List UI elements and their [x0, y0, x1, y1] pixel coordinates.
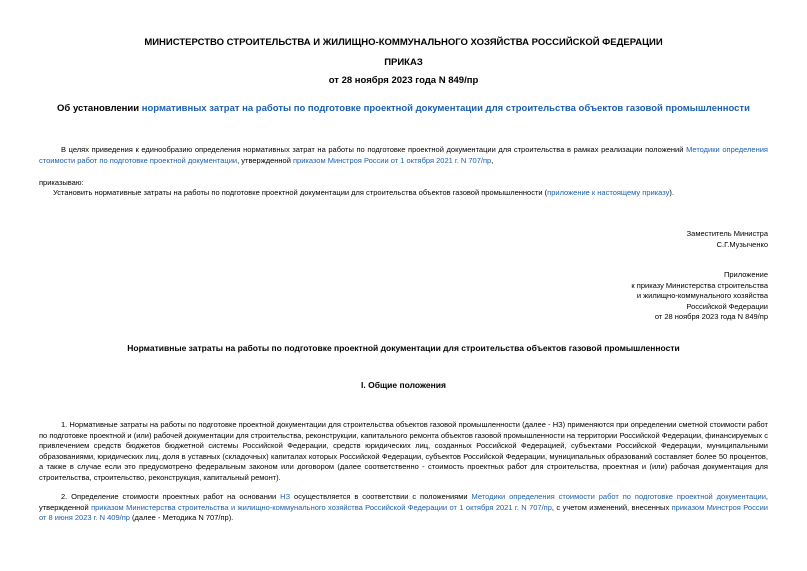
- annex-block: [631, 270, 768, 323]
- install-text-1: Установить нормативные затраты на работы по подготовке проектной документации для строительства объектов газовой промышленности (: [53, 188, 548, 197]
- order-title: [0, 103, 807, 114]
- order-word: приказываю:: [39, 178, 84, 187]
- install-paragraph: [53, 188, 674, 197]
- methodology-link[interactable]: Методики определения стоимости работ по подготовке проектной документации: [39, 145, 768, 165]
- ministry-heading: МИНИСТЕРСТВО СТРОИТЕЛЬСТВА И ЖИЛИЩНО-КОММУНАЛЬНОГО ХОЗЯЙСТВА РОССИЙСКОЙ ФЕДЕРАЦИИ: [144, 37, 663, 48]
- item2-text-3: , утвержденной: [39, 492, 768, 512]
- intro-text-1: В целях приведения к единообразию определения нормативных затрат на работы по подготовке проектной документации для строительства в рамках реализации положений: [61, 145, 687, 154]
- ministry-order-link[interactable]: приказом Министерства строительства и жилищно-коммунального хозяйства Российской Федерации от 1 октября 2021 г. N 707/пр: [91, 502, 552, 512]
- minstroy-order-link[interactable]: приказом Минстроя России от 1 октября 2021 г. N 707/пр: [292, 155, 492, 165]
- date-number-heading: от 28 ноября 2023 года N 849/пр: [328, 75, 479, 86]
- order-title-prefix: Об установлении: [57, 103, 142, 114]
- item2-text-2: осуществляется в соответствии с положениями: [290, 492, 472, 501]
- intro-text-2: , утвержденной: [237, 155, 293, 165]
- order-title-link[interactable]: нормативных затрат на работы по подготовке проектной документации для строительства объектов газовой промышленности: [141, 103, 750, 114]
- doc-type-heading: ПРИКАЗ: [384, 57, 423, 68]
- item-1-paragraph: 1. Нормативные затраты на работы по подготовке проектной документации для строительства объектов газовой промышленности (далее - НЗ) применяются при определении сметной стоимости работ по подготовке проектной и (или) рабочей документации для строительства, реконструкции, капитального ремонта объектов газовой промышленности на территории Российской Федерации, финансируемых с привлечением средств бюджетов бюджетной системы Российской Федерации, средств юридических лиц, созданных Российской Федерацией, субъектами Российской Федерации, муниципальными образованиями, юридических лиц, доля в уставных (складочных) капиталах которых Российской Федерации, субъектов Российской Федерации, муниципальных образований составляет более 50 процентов, а также в случае если это предусмотрено федеральным законом или договором (далее соответственно - стоимость проектных работ для строительства, проектная и (или) рабочая документация для строительства, строительство, реконструкция, капитальный ремонт).: [39, 420, 768, 482]
- annex-line: от 28 ноября 2023 года N 849/пр: [654, 312, 768, 322]
- install-text-2: ).: [669, 188, 674, 197]
- intro-text-3: ,: [491, 155, 494, 165]
- item2-text-5: (далее - Методика N 707/пр).: [129, 513, 234, 523]
- methodology-link-2[interactable]: Методики определения стоимости работ по подготовке проектной документации: [471, 492, 766, 501]
- annex-line: Приложение: [724, 270, 768, 279]
- signature-name: С.Г.Музыченко: [716, 239, 768, 249]
- amendment-order-link[interactable]: приказом Минстроя России от 8 июня 2023 г. N 409/пр: [39, 502, 768, 523]
- signature-position: Заместитель Министра: [686, 229, 768, 238]
- item2-text-1: 2. Определение стоимости проектных работ на основании: [61, 492, 281, 501]
- annex-link[interactable]: приложение к настоящему приказу: [547, 188, 670, 197]
- item2-text-4: , с учетом изменений, внесенных: [551, 502, 672, 512]
- annex-line: и жилищно-коммунального хозяйства: [636, 291, 768, 301]
- nz-link[interactable]: НЗ: [280, 492, 291, 501]
- item-2-paragraph: [39, 492, 768, 524]
- annex-line: к приказу Министерства строительства: [631, 280, 768, 290]
- intro-paragraph: [39, 145, 768, 166]
- section-title: I. Общие положения: [361, 380, 446, 390]
- annex-subtitle: Нормативные затраты на работы по подготовке проектной документации для строительства объектов газовой промышленности: [127, 343, 680, 353]
- signature-block: [687, 229, 768, 250]
- annex-line: Российской Федерации: [686, 301, 768, 311]
